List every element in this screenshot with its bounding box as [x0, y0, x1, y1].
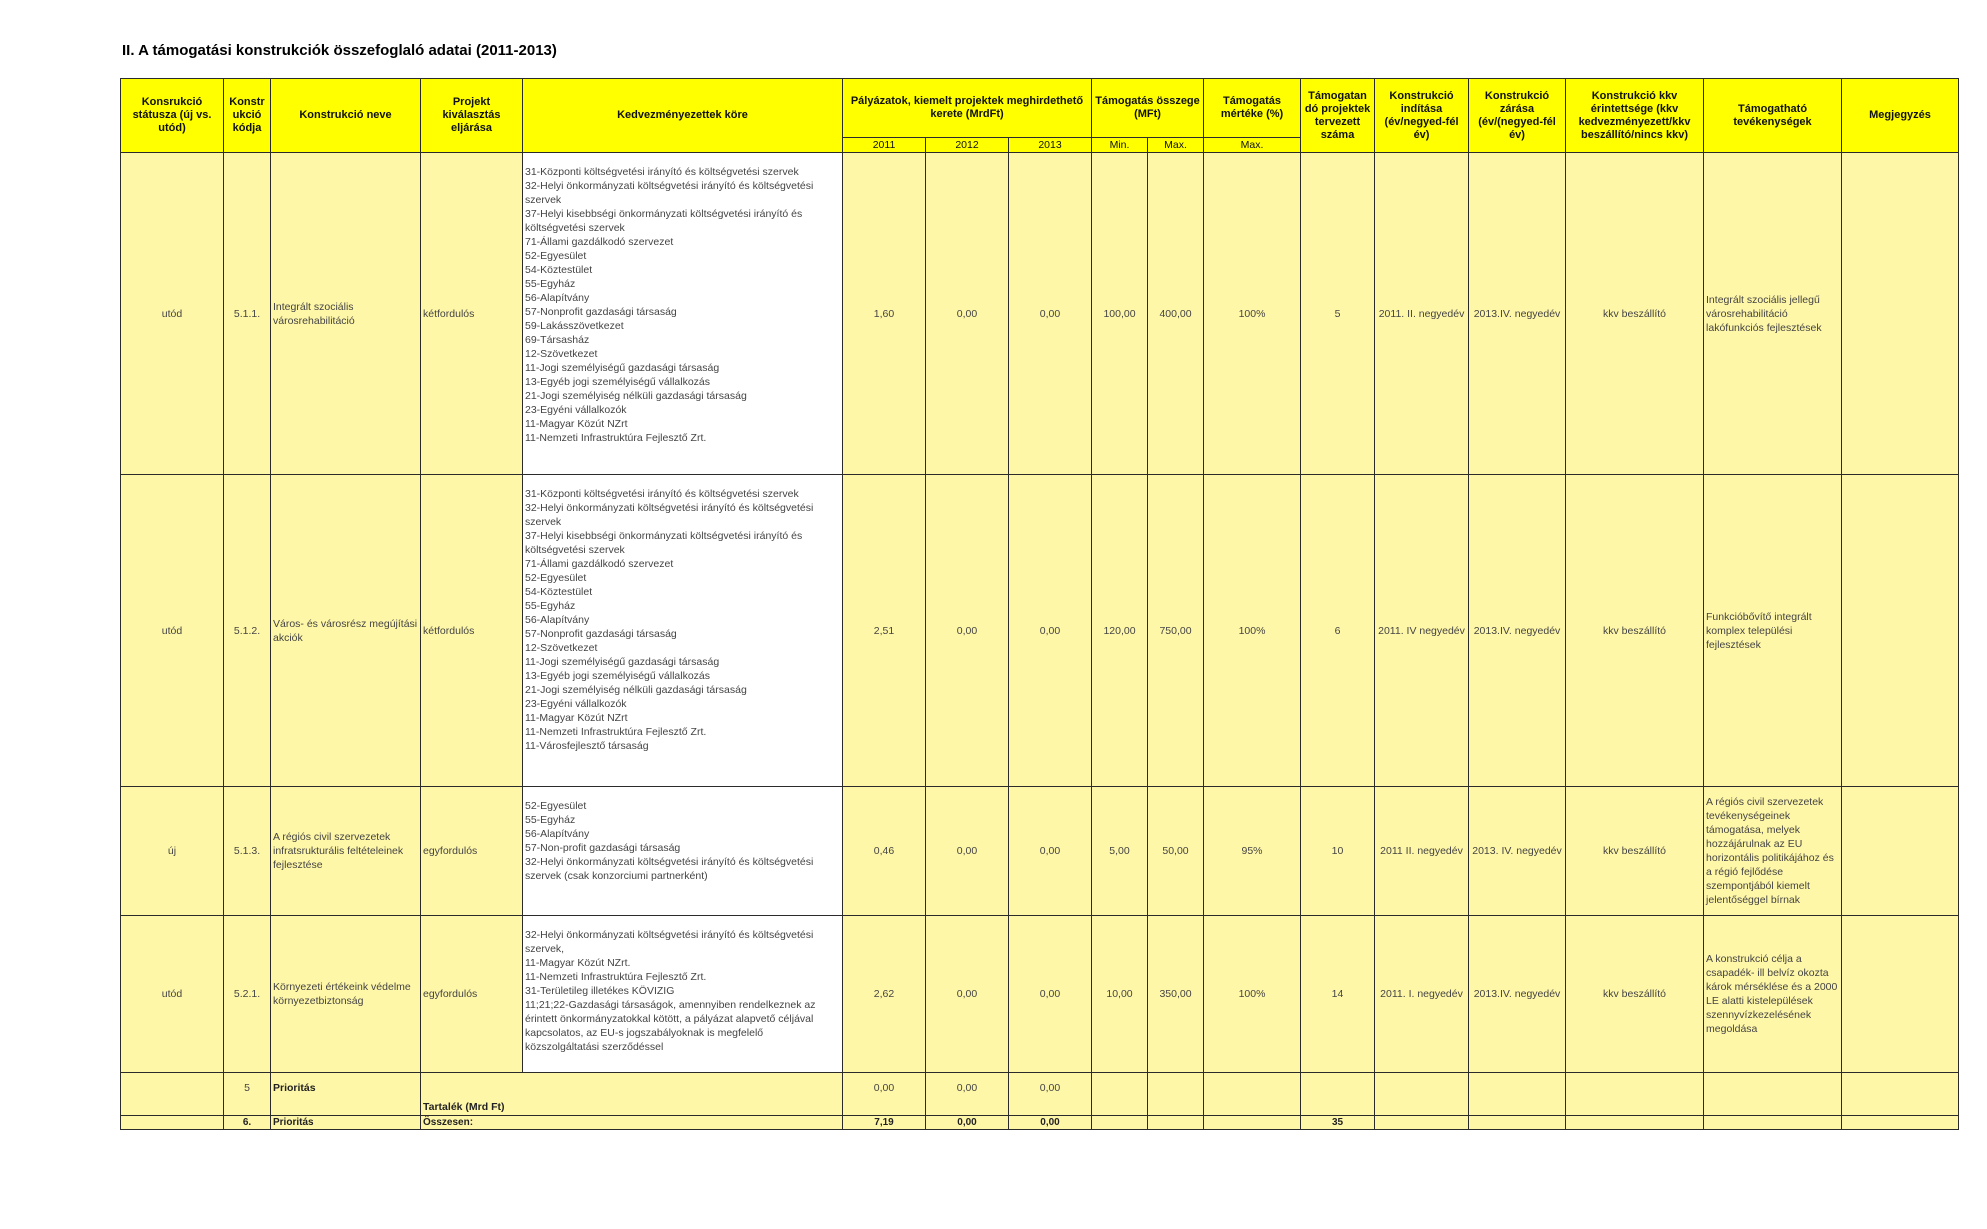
beneficiary-line: 32-Helyi önkormányzati költségvetési irányító és költségvetési: [525, 856, 814, 868]
beneficiary-line: érintett önkormányzatokkal kötött, a pályázat alapvető céljával: [525, 1013, 814, 1025]
header-name: Konstrukció neve: [271, 79, 421, 153]
row-name: Város- és városrész megújítási akciók: [271, 475, 421, 787]
footer-cell-empty: [1092, 1116, 1148, 1130]
footer-cell-empty: [1842, 1073, 1959, 1116]
beneficiary-line: 52-Egyesület: [525, 572, 587, 584]
beneficiary-line: 11-Nemzeti Infrastruktúra Fejlesztő Zrt.: [525, 971, 707, 983]
beneficiary-line: 37-Helyi kisebbségi önkormányzati költségvetési irányító és: [525, 530, 803, 542]
beneficiary-line: 31-Területileg illetékes KÖVIZIG: [525, 985, 675, 997]
header-selection: Projekt kiválasztás eljárása: [421, 79, 523, 153]
footer-desc: Tartalék (Mrd Ft): [421, 1073, 843, 1116]
beneficiary-line: 56-Alapítvány: [525, 828, 590, 840]
beneficiary-line: költségvetési szervek: [525, 544, 625, 556]
beneficiary-line: 71-Állami gazdálkodó szervezet: [525, 558, 674, 570]
beneficiary-line: 32-Helyi önkormányzati költségvetési irányító és költségvetési: [525, 180, 814, 192]
beneficiary-line: 11-Magyar Közút NZrt: [525, 712, 628, 724]
row-start: 2011 II. negyedév: [1375, 787, 1469, 916]
beneficiary-line: 54-Köztestület: [525, 264, 593, 276]
header-rate-max: Max.: [1204, 138, 1301, 153]
footer-cell-empty: [1469, 1116, 1566, 1130]
row-projects: 6: [1301, 475, 1375, 787]
row-min: 100,00: [1092, 153, 1148, 475]
header-sme: Konstrukció kkv érintettsége (kkv kedvezményezett/kkv beszállító/nincs kkv): [1566, 79, 1704, 153]
row-code: 5.1.3.: [224, 787, 271, 916]
row-notes: [1842, 153, 1959, 475]
row-start: 2011. IV negyedév: [1375, 475, 1469, 787]
beneficiary-line: 52-Egyesület: [525, 250, 587, 262]
row-max: 750,00: [1148, 475, 1204, 787]
footer-cell-empty: [1566, 1116, 1704, 1130]
row-y2012: 0,00: [926, 475, 1009, 787]
footer-y2012: 0,00: [926, 1116, 1009, 1130]
header-min: Min.: [1092, 138, 1148, 153]
footer-cell-empty: [1148, 1116, 1204, 1130]
beneficiary-line: 23-Egyéni vállalkozók: [525, 404, 627, 416]
row-y2013: 0,00: [1009, 916, 1092, 1073]
row-beneficiaries: [523, 787, 843, 916]
row-activities: Integrált szociális jellegű városrehabilitáció lakófunkciós fejlesztések: [1704, 153, 1842, 475]
footer-label: Prioritás: [271, 1116, 421, 1130]
header-beneficiaries: Kedvezményezettek köre: [523, 79, 843, 153]
row-sme: kkv beszállító: [1566, 916, 1704, 1073]
row-min: 120,00: [1092, 475, 1148, 787]
row-max: 400,00: [1148, 153, 1204, 475]
row-projects: 10: [1301, 787, 1375, 916]
header-year-2013: 2013: [1009, 138, 1092, 153]
header-notes: Megjegyzés: [1842, 79, 1959, 153]
footer-cell-empty: [1842, 1116, 1959, 1130]
row-projects: 5: [1301, 153, 1375, 475]
beneficiary-line: 32-Helyi önkormányzati költségvetési irányító és költségvetési: [525, 929, 814, 941]
row-y2012: 0,00: [926, 916, 1009, 1073]
beneficiary-line: 55-Egyház: [525, 600, 576, 612]
beneficiary-line: 11-Nemzeti Infrastruktúra Fejlesztő Zrt.: [525, 432, 707, 444]
beneficiary-line: 11;21;22-Gazdasági társaságok, amennyiben rendelkeznek az: [525, 999, 816, 1011]
row-selection: egyfordulós: [421, 916, 523, 1073]
footer-y2011: 7,19: [843, 1116, 926, 1130]
beneficiary-line: kapcsolatos, az EU-s jogszabályoknak is megfelelő: [525, 1027, 764, 1039]
row-status: utód: [121, 153, 224, 475]
footer-cell-empty: [121, 1116, 224, 1130]
row-sme: kkv beszállító: [1566, 475, 1704, 787]
row-y2013: 0,00: [1009, 153, 1092, 475]
row-y2011: 1,60: [843, 153, 926, 475]
beneficiary-line: 11-Magyar Közút NZrt: [525, 418, 628, 430]
footer-y2011: 0,00: [843, 1073, 926, 1116]
row-code: 5.2.1.: [224, 916, 271, 1073]
beneficiary-line: 56-Alapítvány: [525, 614, 590, 626]
beneficiary-line: 55-Egyház: [525, 814, 576, 826]
row-status: utód: [121, 475, 224, 787]
row-code: 5.1.2.: [224, 475, 271, 787]
beneficiary-line: 11-Jogi személyiségű gazdasági társaság: [525, 656, 720, 668]
footer-cell-empty: [1204, 1073, 1301, 1116]
header-calls: Pályázatok, kiemelt projektek meghirdethető kerete (MrdFt): [843, 79, 1092, 138]
row-name: A régiós civil szervezetek infratsrukturális feltételeinek fejlesztése: [271, 787, 421, 916]
header-year-2011: 2011: [843, 138, 926, 153]
footer-cell-empty: [1704, 1116, 1842, 1130]
beneficiary-line: 31-Központi költségvetési irányító és költségvetési szervek: [525, 166, 799, 178]
row-beneficiaries: [523, 916, 843, 1073]
row-selection: kétfordulós: [421, 475, 523, 787]
row-max: 350,00: [1148, 916, 1204, 1073]
beneficiary-line: szervek,: [525, 943, 565, 955]
footer-cell-empty: [1566, 1073, 1704, 1116]
header-year-2012: 2012: [926, 138, 1009, 153]
beneficiary-line: 57-Non-profit gazdasági társaság: [525, 842, 681, 854]
beneficiary-line: 13-Egyéb jogi személyiségű vállalkozás: [525, 670, 711, 682]
row-min: 10,00: [1092, 916, 1148, 1073]
footer-cell-empty: [1469, 1073, 1566, 1116]
row-notes: [1842, 475, 1959, 787]
footer-code: 6.: [224, 1116, 271, 1130]
row-status: utód: [121, 916, 224, 1073]
beneficiary-line: 12-Szövetkezet: [525, 348, 598, 360]
row-close: 2013.IV. negyedév: [1469, 475, 1566, 787]
beneficiary-line: közszolgáltatási szerződéssel: [525, 1041, 664, 1053]
header-projects: Támogatan dó projektek tervezett száma: [1301, 79, 1375, 153]
row-y2013: 0,00: [1009, 787, 1092, 916]
row-y2011: 2,51: [843, 475, 926, 787]
row-y2013: 0,00: [1009, 475, 1092, 787]
row-activities: A konstrukció célja a csapadék- ill belvíz okozta károk mérséklése és a 2000 LE alatti kistelepülések szennyvízkezelésének megoldása: [1704, 916, 1842, 1073]
row-status: új: [121, 787, 224, 916]
table-row: [121, 475, 1959, 787]
beneficiary-line: 57-Nonprofit gazdasági társaság: [525, 306, 677, 318]
footer-y2012: 0,00: [926, 1073, 1009, 1116]
summary-table: [120, 78, 1959, 1130]
footer-cell-empty: [1204, 1116, 1301, 1130]
beneficiary-line: 21-Jogi személyiség nélküli gazdasági társaság: [525, 684, 747, 696]
row-close: 2013.IV. negyedév: [1469, 153, 1566, 475]
table-row: [121, 153, 1959, 475]
row-beneficiaries: [523, 475, 843, 787]
header-status: Konsrukció státusza (új vs. utód): [121, 79, 224, 153]
header-support-rate: Támogatás mértéke (%): [1204, 79, 1301, 138]
beneficiary-line: 57-Nonprofit gazdasági társaság: [525, 628, 677, 640]
row-close: 2013.IV. negyedév: [1469, 916, 1566, 1073]
beneficiary-line: 56-Alapítvány: [525, 292, 590, 304]
row-rate: 95%: [1204, 787, 1301, 916]
footer-cell-empty: [1704, 1073, 1842, 1116]
footer-y2013: 0,00: [1009, 1073, 1092, 1116]
beneficiary-line: 37-Helyi kisebbségi önkormányzati költségvetési irányító és: [525, 208, 803, 220]
row-max: 50,00: [1148, 787, 1204, 916]
row-start: 2011. I. negyedév: [1375, 916, 1469, 1073]
beneficiary-line: szervek (csak konzorciumi partnerként): [525, 870, 708, 882]
beneficiary-line: 31-Központi költségvetési irányító és költségvetési szervek: [525, 488, 799, 500]
footer-row-total: [121, 1116, 1959, 1130]
row-name: Környezeti értékeink védelme környezetbiztonság: [271, 916, 421, 1073]
row-y2011: 0,46: [843, 787, 926, 916]
beneficiary-line: 52-Egyesület: [525, 800, 587, 812]
row-y2011: 2,62: [843, 916, 926, 1073]
footer-projects: [1301, 1073, 1375, 1116]
row-code: 5.1.1.: [224, 153, 271, 475]
row-y2012: 0,00: [926, 153, 1009, 475]
footer-code: 5: [224, 1073, 271, 1116]
row-beneficiaries: [523, 153, 843, 475]
row-start: 2011. II. negyedév: [1375, 153, 1469, 475]
beneficiary-line: 11-Magyar Közút NZrt.: [525, 957, 631, 969]
header-row: [121, 79, 1959, 138]
beneficiary-line: szervek: [525, 194, 562, 206]
beneficiary-line: 11-Jogi személyiségű gazdasági társaság: [525, 362, 720, 374]
footer-label: Prioritás: [271, 1073, 421, 1116]
beneficiary-line: 55-Egyház: [525, 278, 576, 290]
footer-y2013: 0,00: [1009, 1116, 1092, 1130]
row-notes: [1842, 916, 1959, 1073]
header-max: Max.: [1148, 138, 1204, 153]
header-support-amount: Támogatás összege (MFt): [1092, 79, 1204, 138]
beneficiary-line: 23-Egyéni vállalkozók: [525, 698, 627, 710]
beneficiary-line: 69-Társasház: [525, 334, 590, 346]
row-rate: 100%: [1204, 153, 1301, 475]
beneficiary-line: 71-Állami gazdálkodó szervezet: [525, 236, 674, 248]
row-y2012: 0,00: [926, 787, 1009, 916]
table-row: [121, 787, 1959, 916]
footer-cell-empty: [1148, 1073, 1204, 1116]
row-projects: 14: [1301, 916, 1375, 1073]
row-sme: kkv beszállító: [1566, 787, 1704, 916]
row-notes: [1842, 787, 1959, 916]
header-code: Konstr ukció kódja: [224, 79, 271, 153]
header-start: Konstrukció indítása (év/negyed-fél év): [1375, 79, 1469, 153]
header-close: Konstrukció zárása (év/(negyed-fél év): [1469, 79, 1566, 153]
footer-projects: 35: [1301, 1116, 1375, 1130]
footer-cell-empty: [1092, 1073, 1148, 1116]
footer-row-reserve: [121, 1073, 1959, 1116]
beneficiary-line: 11-Városfejlesztő társaság: [525, 740, 649, 752]
footer-cell-empty: [1375, 1116, 1469, 1130]
footer-desc: Összesen:: [421, 1116, 843, 1130]
header-activities: Támogatható tevékenységek: [1704, 79, 1842, 153]
footer-cell-empty: [121, 1073, 224, 1116]
row-sme: kkv beszállító: [1566, 153, 1704, 475]
beneficiary-line: 12-Szövetkezet: [525, 642, 598, 654]
row-activities: A régiós civil szervezetek tevékenységeinek támogatása, melyek hozzájárulnak az EU horizontális politikájához és a régió fejlődése szempontjából kiemelt jelentőséggel bírnak: [1704, 787, 1842, 916]
page-title: II. A támogatási konstrukciók összefoglaló adatai (2011-2013): [122, 42, 557, 59]
beneficiary-line: szervek: [525, 516, 562, 528]
row-rate: 100%: [1204, 475, 1301, 787]
row-rate: 100%: [1204, 916, 1301, 1073]
beneficiary-line: 32-Helyi önkormányzati költségvetési irányító és költségvetési: [525, 502, 814, 514]
row-selection: kétfordulós: [421, 153, 523, 475]
row-selection: egyfordulós: [421, 787, 523, 916]
beneficiary-line: költségvetési szervek: [525, 222, 625, 234]
footer-cell-empty: [1375, 1073, 1469, 1116]
row-min: 5,00: [1092, 787, 1148, 916]
table-row: [121, 916, 1959, 1073]
beneficiary-line: 59-Lakásszövetkezet: [525, 320, 624, 332]
row-activities: Funkcióbővítő integrált komplex települési fejlesztések: [1704, 475, 1842, 787]
beneficiary-line: 13-Egyéb jogi személyiségű vállalkozás: [525, 376, 711, 388]
beneficiary-line: 54-Köztestület: [525, 586, 593, 598]
beneficiary-line: 11-Nemzeti Infrastruktúra Fejlesztő Zrt.: [525, 726, 707, 738]
beneficiary-line: 21-Jogi személyiség nélküli gazdasági társaság: [525, 390, 747, 402]
row-close: 2013. IV. negyedév: [1469, 787, 1566, 916]
row-name: Integrált szociális városrehabilitáció: [271, 153, 421, 475]
